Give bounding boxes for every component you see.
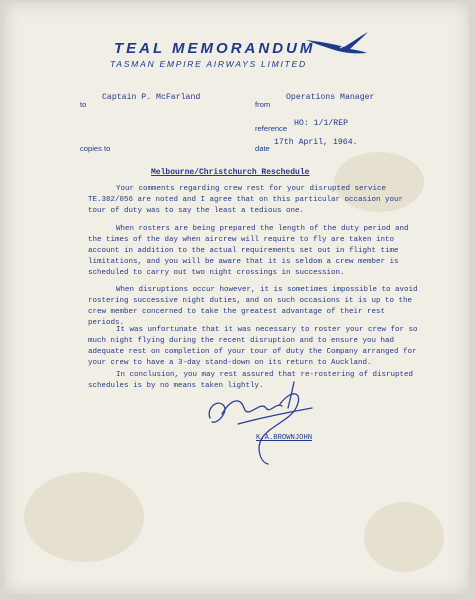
- paper-stain: [364, 502, 444, 572]
- body-paragraph-2: When rosters are being prepared the length of the duty period and the times of the day when aircrew will require to fly are taken into account in addition to the actual requirements set out in flight time limitations, and you will be aware that it is seldom a crew member is scheduled to carry out two night crossings in succession.: [88, 225, 409, 277]
- paper-stain: [24, 472, 144, 562]
- from-value: Operations Manager: [286, 93, 375, 102]
- to-value: Captain P. McFarland: [102, 93, 201, 102]
- reference-value: HO: 1/1/REP: [294, 119, 349, 128]
- flying-bird-icon: [304, 30, 370, 62]
- reference-label: reference: [255, 124, 288, 133]
- date-value: 17th April, 1964.: [274, 138, 358, 147]
- from-label: from: [255, 100, 271, 109]
- body-paragraph-1: Your comments regarding crew rest for your disrupted service TE.382/056 are noted and I agree that on this particular occasion your tour of duty was to say the least a tedious one.: [88, 185, 404, 215]
- signatory-name: K.A.BROWNJOHN: [256, 434, 313, 442]
- to-label: to: [80, 100, 87, 109]
- memo-subject: Melbourne/Christchurch Reschedule: [151, 168, 310, 177]
- handwritten-signature: [200, 378, 320, 468]
- letterhead-subtitle: TASMAN EMPIRE AIRWAYS LIMITED: [110, 59, 307, 69]
- body-paragraph-3: When disruptions occur however, it is sometimes impossible to avoid rostering successive night duties, and on such occasions it is up to the crew member concerned to take the greatest advantage of their rest periods.: [88, 286, 418, 327]
- memo-sheet: [4, 2, 469, 594]
- date-label: date: [255, 144, 270, 153]
- letterhead-title: TEAL MEMORANDUM: [114, 40, 316, 57]
- body-paragraph-5: In conclusion, you may rest assured that re-rostering of disrupted schedules is by no means taken lightly.: [88, 371, 414, 390]
- body-paragraph-4: It was unfortunate that it was necessary to roster your crew for so much night flying during the recent disruption and to ensure you had adequate rest on completion of your tour of duty the Company arranged for your crew to have a 3-day stand-down on its return to Auckland.: [88, 326, 418, 367]
- copies-to-label: copies to: [80, 144, 111, 153]
